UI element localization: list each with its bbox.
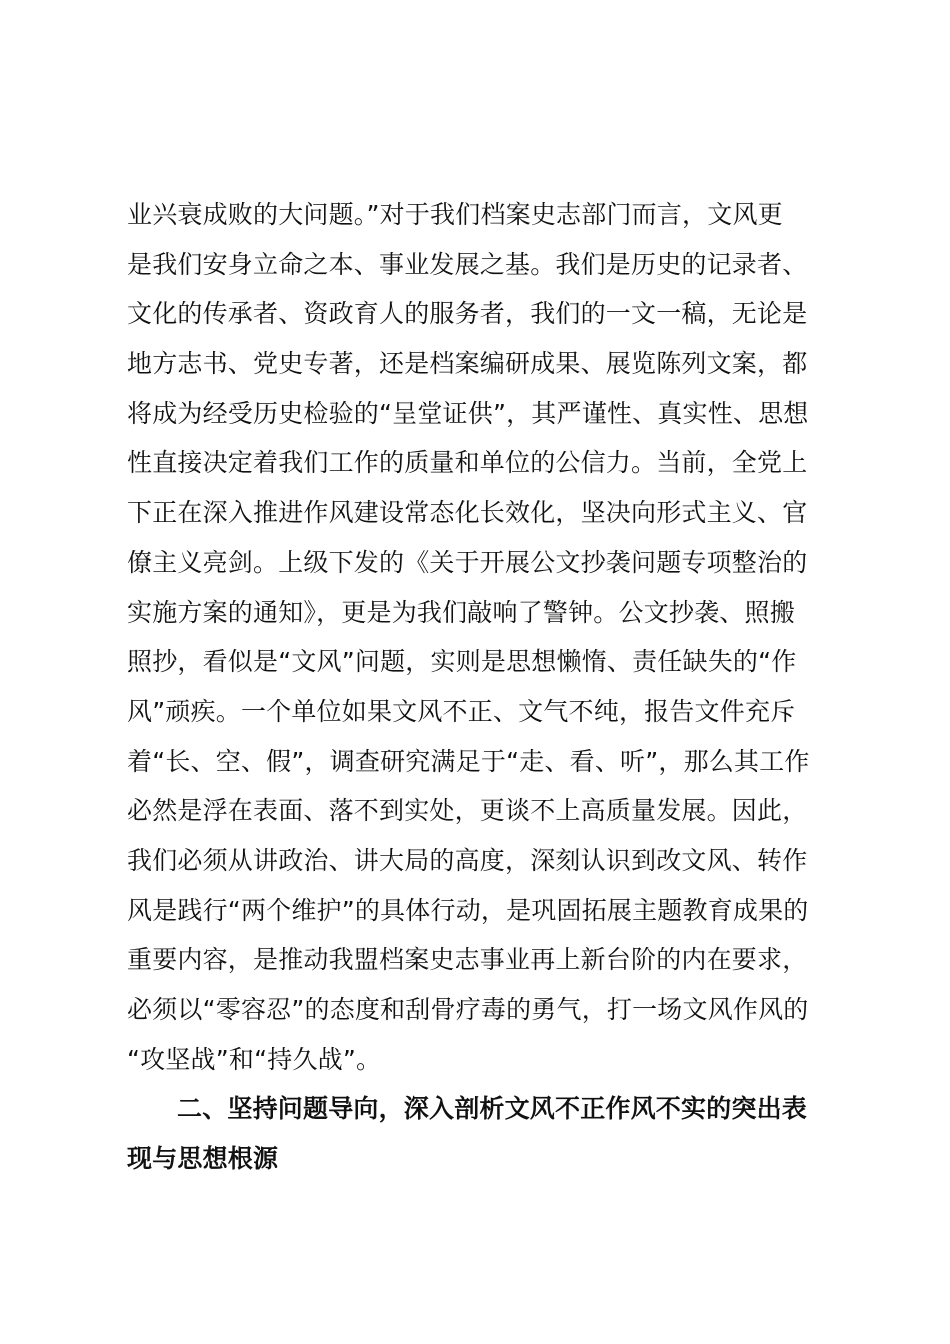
body-paragraph: [127, 190, 827, 1084]
paragraph-line: 重要内容，是推动我盟档案史志事业再上新台阶的内在要求，: [127, 945, 808, 975]
document-text: [127, 190, 827, 1184]
paragraph-line: 是我们安身立命之本、事业发展之基。我们是历史的记录者、: [127, 249, 808, 279]
paragraph-line: 下正在深入推进作风建设常态化长效化，坚决向形式主义、官: [127, 498, 808, 528]
paragraph-line: 地方志书、党史专著，还是档案编研成果、展览陈列文案，都: [127, 349, 808, 379]
paragraph-line: 文化的传承者、资政育人的服务者，我们的一文一稿，无论是: [127, 299, 808, 329]
paragraph-line: 必然是浮在表面、落不到实处，更谈不上高质量发展。因此，: [127, 796, 808, 826]
paragraph-line: 业兴衰成败的大问题。”对于我们档案史志部门而言，文风更: [127, 200, 783, 229]
paragraph-line: 将成为经受历史检验的“呈堂证供”，其严谨性、真实性、思想: [127, 398, 809, 428]
paragraph-line: 风”顽疾。一个单位如果文风不正、文气不纯，报告文件充斥: [127, 696, 796, 726]
heading-line: 现与思想根源: [127, 1144, 279, 1174]
heading-line: 二、坚持问题导向，深入剖析文风不正作风不实的突出表: [177, 1094, 808, 1124]
paragraph-line: 着“长、空、假”，调查研究满足于“走、看、听”，那么其工作: [127, 746, 810, 776]
paragraph-line: 必须以“零容忍”的态度和刮骨疗毒的勇气，打一场文风作风的: [127, 995, 809, 1024]
paragraph-line: 我们必须从讲政治、讲大局的高度，深刻认识到改文风、转作: [127, 845, 808, 875]
paragraph-line: 实施方案的通知》，更是为我们敲响了警钟。公文抄袭、照搬: [127, 597, 795, 627]
paragraph-line: “攻坚战”和“持久战”。: [127, 1044, 382, 1074]
paragraph-line: 性直接决定着我们工作的质量和单位的公信力。当前，全党上: [127, 448, 808, 478]
paragraph-line: 照抄，看似是“文风”问题，实则是思想懒惰、责任缺失的“作: [127, 647, 797, 677]
section-heading: [127, 1084, 827, 1183]
paragraph-line: 风是践行“两个维护”的具体行动，是巩固拓展主题教育成果的: [127, 895, 809, 925]
paragraph-line: 僚主义亮剑。上级下发的《关于开展公文抄袭问题专项整治的: [127, 547, 808, 577]
